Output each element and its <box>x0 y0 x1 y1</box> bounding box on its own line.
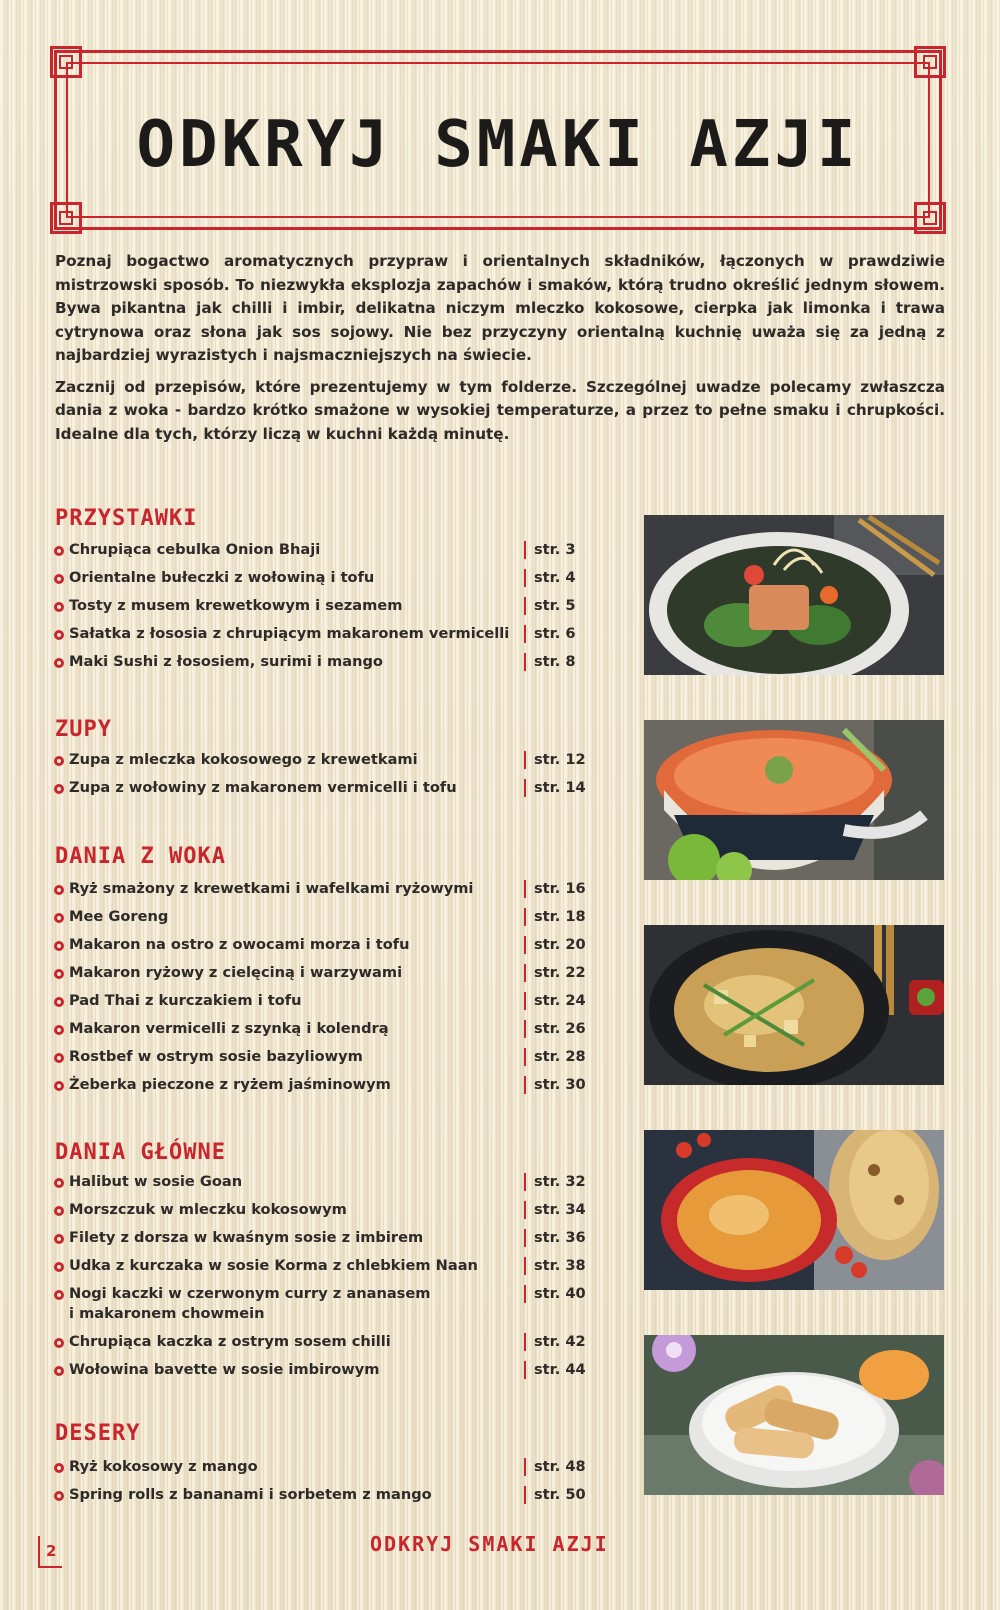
menu-item-name: Rostbef w ostrym sosie bazyliowym <box>69 1048 363 1065</box>
menu-item-name: Ryż kokosowy z mango <box>69 1458 258 1475</box>
menu-item-page: str. 18 <box>524 908 586 926</box>
menu-item[interactable] <box>54 880 584 904</box>
menu-item-page: str. 16 <box>524 880 586 898</box>
menu-item-name: Ryż smażony z krewetkami i wafelkami ryżowymi <box>69 880 474 897</box>
section-title-przystawki: PRZYSTAWKI <box>55 506 198 531</box>
menu-item-name: Makaron ryżowy z cielęciną i warzywami <box>69 964 403 981</box>
bullet-icon <box>54 574 64 584</box>
menu-item[interactable] <box>54 1285 584 1329</box>
menu-item-name: Żeberka pieczone z ryżem jaśminowym <box>69 1076 391 1093</box>
menu-item-page: str. 20 <box>524 936 586 954</box>
footer-title: ODKRYJ SMAKI AZJI <box>370 1532 609 1556</box>
menu-item[interactable] <box>54 908 584 932</box>
bullet-icon <box>54 784 64 794</box>
bullet-icon <box>54 1025 64 1035</box>
page-number: 2 <box>38 1536 62 1568</box>
menu-item-name: Mee Goreng <box>69 908 169 925</box>
menu-item-page: str. 26 <box>524 1020 586 1038</box>
intro-text <box>55 250 945 454</box>
menu-item[interactable] <box>54 992 584 1016</box>
menu-item-name: Tosty z musem krewetkowym i sezamem <box>69 597 403 614</box>
menu-item[interactable] <box>54 1486 584 1510</box>
frame-corner-ornament <box>914 46 946 78</box>
menu-item-page: str. 3 <box>524 541 576 559</box>
menu-item[interactable] <box>54 751 584 775</box>
menu-item-page: str. 6 <box>524 625 576 643</box>
photo-curry-naan <box>644 1130 944 1290</box>
menu-item[interactable] <box>54 779 584 803</box>
menu-item[interactable] <box>54 653 584 677</box>
menu-item-name: Chrupiąca kaczka z ostrym sosem chilli <box>69 1333 391 1350</box>
bullet-icon <box>54 969 64 979</box>
menu-item-name: Spring rolls z bananami i sorbetem z mango <box>69 1486 432 1503</box>
bullet-icon <box>54 885 64 895</box>
bullet-icon <box>54 1290 64 1300</box>
menu-item-name: Filety z dorsza w kwaśnym sosie z imbirem <box>69 1229 424 1246</box>
menu-item[interactable] <box>54 1333 584 1357</box>
menu-item[interactable] <box>54 541 584 565</box>
menu-item[interactable] <box>54 964 584 988</box>
menu-item-page: str. 34 <box>524 1201 586 1219</box>
menu-item[interactable] <box>54 1229 584 1253</box>
photo-spring-rolls <box>644 1335 944 1495</box>
menu-item-name: Orientalne bułeczki z wołowiną i tofu <box>69 569 375 586</box>
menu-item-name: Zupa z mleczka kokosowego z krewetkami <box>69 751 418 768</box>
menu-item-page: str. 48 <box>524 1458 586 1476</box>
section-title-dania-glowne: DANIA GŁÓWNE <box>55 1140 226 1165</box>
menu-item-page: str. 5 <box>524 597 576 615</box>
menu-item-name: Makaron vermicelli z szynką i kolendrą <box>69 1020 389 1037</box>
bullet-icon <box>54 1491 64 1501</box>
menu-item[interactable] <box>54 1173 584 1197</box>
bullet-icon <box>54 546 64 556</box>
menu-item-page: str. 50 <box>524 1486 586 1504</box>
menu-item-page: str. 44 <box>524 1361 586 1379</box>
bullet-icon <box>54 1178 64 1188</box>
menu-item[interactable] <box>54 1020 584 1044</box>
menu-item-name: Halibut w sosie Goan <box>69 1173 243 1190</box>
menu-item[interactable] <box>54 1361 584 1385</box>
menu-item-name: Maki Sushi z łososiem, surimi i mango <box>69 653 383 670</box>
menu-item-page: str. 22 <box>524 964 586 982</box>
menu-item-page: str. 14 <box>524 779 586 797</box>
menu-item[interactable] <box>54 625 584 649</box>
frame-corner-ornament <box>50 46 82 78</box>
menu-item-name: Pad Thai z kurczakiem i tofu <box>69 992 302 1009</box>
bullet-icon <box>54 1338 64 1348</box>
bullet-icon <box>54 1463 64 1473</box>
menu-item-name-continued: i makaronem chowmein <box>69 1305 265 1322</box>
photo-wok-noodles <box>644 925 944 1085</box>
photo-salmon-salad <box>644 515 944 675</box>
bullet-icon <box>54 941 64 951</box>
menu-item-name: Udka z kurczaka w sosie Korma z chlebkiem Naan <box>69 1257 478 1274</box>
menu-item-page: str. 40 <box>524 1285 586 1303</box>
menu-item-page: str. 24 <box>524 992 586 1010</box>
menu-item-page: str. 38 <box>524 1257 586 1275</box>
menu-item-page: str. 4 <box>524 569 576 587</box>
bullet-icon <box>54 756 64 766</box>
intro-paragraph: Poznaj bogactwo aromatycznych przypraw i orientalnych składników, łączonych w prawdziwie mistrzowski sposób. To niezwykła eksplozja zapachów i smaków, którą trudno określić jednym słowem. Bywa pikantna jak chilli i imbir, delikatna niczym mleczko kokosowe, cierpka jak limonka i trawa cytrynowa oraz słona jak sos sojowy. Nie bez przyczyny orientalną kuchnię uważa się za jedną z najbardziej wyrazistych i najsmaczniejszych na świecie. <box>55 252 945 364</box>
bullet-icon <box>54 602 64 612</box>
bullet-icon <box>54 1081 64 1091</box>
menu-item-page: str. 28 <box>524 1048 586 1066</box>
bullet-icon <box>54 1053 64 1063</box>
menu-item[interactable] <box>54 1076 584 1100</box>
menu-item-name: Zupa z wołowiny z makaronem vermicelli i tofu <box>69 779 457 796</box>
menu-item[interactable] <box>54 1201 584 1225</box>
bullet-icon <box>54 630 64 640</box>
frame-corner-ornament <box>50 202 82 234</box>
menu-item-name: Nogi kaczki w czerwonym curry z ananasem <box>69 1285 431 1302</box>
section-title-dania-z-woka: DANIA Z WOKA <box>55 844 226 869</box>
menu-item[interactable] <box>54 569 584 593</box>
menu-item[interactable] <box>54 597 584 621</box>
frame-corner-ornament <box>914 202 946 234</box>
section-title-desery: DESERY <box>55 1421 141 1446</box>
menu-item[interactable] <box>54 1458 584 1482</box>
menu-item-name: Makaron na ostro z owocami morza i tofu <box>69 936 410 953</box>
menu-item-page: str. 42 <box>524 1333 586 1351</box>
bullet-icon <box>54 997 64 1007</box>
bullet-icon <box>54 1206 64 1216</box>
menu-item[interactable] <box>54 936 584 960</box>
section-title-zupy: ZUPY <box>55 717 112 742</box>
bullet-icon <box>54 913 64 923</box>
menu-item-name: Wołowina bavette w sosie imbirowym <box>69 1361 380 1378</box>
bullet-icon <box>54 1366 64 1376</box>
bullet-icon <box>54 1262 64 1272</box>
menu-item-name: Chrupiąca cebulka Onion Bhaji <box>69 541 321 558</box>
menu-item-page: str. 8 <box>524 653 576 671</box>
title-frame <box>54 50 942 230</box>
menu-item-page: str. 30 <box>524 1076 586 1094</box>
page-title: ODKRYJ SMAKI AZJI <box>136 108 860 182</box>
menu-item[interactable] <box>54 1257 584 1281</box>
menu-item-page: str. 36 <box>524 1229 586 1247</box>
menu-item[interactable] <box>54 1048 584 1072</box>
bullet-icon <box>54 658 64 668</box>
bullet-icon <box>54 1234 64 1244</box>
menu-item-name: Sałatka z łososia z chrupiącym makaronem vermicelli <box>69 625 510 642</box>
menu-item-name: Morszczuk w mleczku kokosowym <box>69 1201 347 1218</box>
menu-item-page: str. 12 <box>524 751 586 769</box>
menu-item-page: str. 32 <box>524 1173 586 1191</box>
photo-coconut-soup <box>644 720 944 880</box>
intro-paragraph: Zacznij od przepisów, które prezentujemy w tym folderze. Szczególnej uwadze polecamy zwłaszcza dania z woka - bardzo krótko smażone w wysokiej temperaturze, a przez to pełne smaku i chrupkości. Idealne dla tych, którzy liczą w kuchni każdą minutę. <box>55 377 945 443</box>
